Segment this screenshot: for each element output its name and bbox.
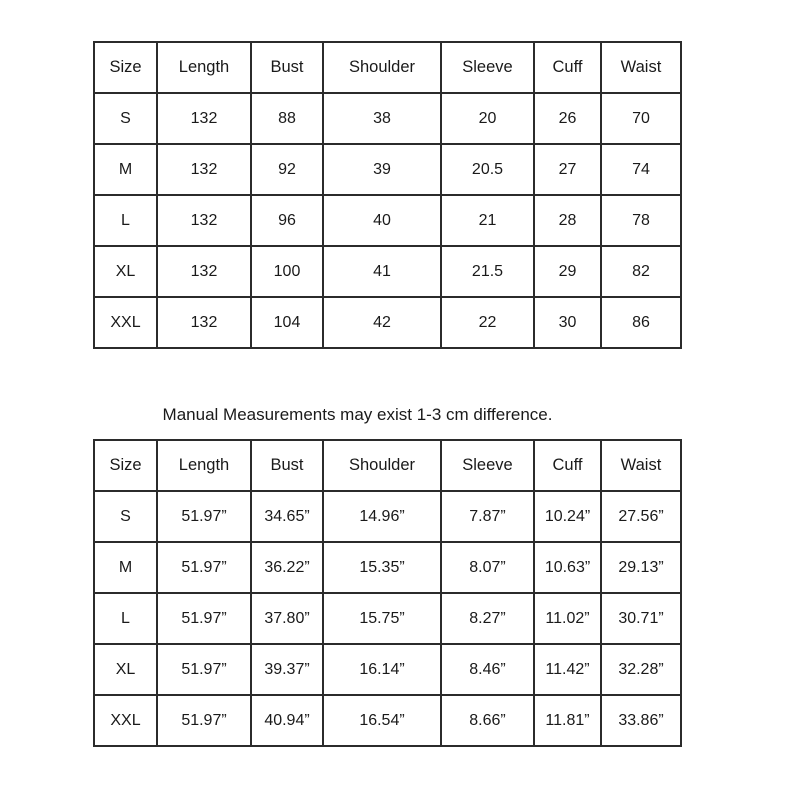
cell-shoulder: 14.96”: [323, 491, 441, 542]
table-row: [94, 593, 681, 644]
size-chart-table-cm: [93, 41, 682, 349]
cell-shoulder: 15.35”: [323, 542, 441, 593]
cell-length: 132: [157, 195, 251, 246]
cell-sleeve: 20: [441, 93, 534, 144]
cell-size: L: [94, 593, 157, 644]
cell-length: 132: [157, 93, 251, 144]
cell-waist: 82: [601, 246, 681, 297]
cell-shoulder: 39: [323, 144, 441, 195]
cell-bust: 104: [251, 297, 323, 348]
column-header-sleeve: Sleeve: [441, 42, 534, 93]
column-header-waist: Waist: [601, 42, 681, 93]
cell-cuff: 29: [534, 246, 601, 297]
table-row: [94, 93, 681, 144]
cell-bust: 36.22”: [251, 542, 323, 593]
cell-length: 51.97”: [157, 491, 251, 542]
table-row: [94, 644, 681, 695]
table-row: [94, 246, 681, 297]
column-header-length: Length: [157, 440, 251, 491]
cell-shoulder: 16.54”: [323, 695, 441, 746]
cell-cuff: 30: [534, 297, 601, 348]
cell-waist: 29.13”: [601, 542, 681, 593]
cell-length: 51.97”: [157, 644, 251, 695]
cell-cuff: 10.63”: [534, 542, 601, 593]
cell-size: S: [94, 93, 157, 144]
table-row: [94, 491, 681, 542]
cell-size: XL: [94, 644, 157, 695]
column-header-sleeve: Sleeve: [441, 440, 534, 491]
cell-size: XL: [94, 246, 157, 297]
cell-size: S: [94, 491, 157, 542]
cell-cuff: 11.42”: [534, 644, 601, 695]
cell-sleeve: 20.5: [441, 144, 534, 195]
cell-sleeve: 8.27”: [441, 593, 534, 644]
cell-sleeve: 22: [441, 297, 534, 348]
cell-length: 132: [157, 144, 251, 195]
cell-waist: 78: [601, 195, 681, 246]
table-row: [94, 195, 681, 246]
column-header-cuff: Cuff: [534, 42, 601, 93]
cell-sleeve: 8.66”: [441, 695, 534, 746]
column-header-waist: Waist: [601, 440, 681, 491]
cell-cuff: 26: [534, 93, 601, 144]
column-header-cuff: Cuff: [534, 440, 601, 491]
cell-length: 132: [157, 246, 251, 297]
cell-sleeve: 8.07”: [441, 542, 534, 593]
cell-size: XXL: [94, 297, 157, 348]
cell-bust: 40.94”: [251, 695, 323, 746]
cell-size: M: [94, 542, 157, 593]
cell-bust: 92: [251, 144, 323, 195]
cell-bust: 88: [251, 93, 323, 144]
cell-sleeve: 8.46”: [441, 644, 534, 695]
table-header-row: [94, 42, 681, 93]
cell-cuff: 10.24”: [534, 491, 601, 542]
cell-waist: 27.56”: [601, 491, 681, 542]
column-header-shoulder: Shoulder: [323, 440, 441, 491]
table-row: [94, 542, 681, 593]
cell-shoulder: 40: [323, 195, 441, 246]
table-row: [94, 144, 681, 195]
cell-length: 51.97”: [157, 593, 251, 644]
cell-length: 51.97”: [157, 695, 251, 746]
cell-bust: 39.37”: [251, 644, 323, 695]
cell-waist: 86: [601, 297, 681, 348]
table-row: [94, 695, 681, 746]
cell-cuff: 11.02”: [534, 593, 601, 644]
cell-waist: 30.71”: [601, 593, 681, 644]
table-header-row: [94, 440, 681, 491]
cell-sleeve: 21: [441, 195, 534, 246]
cell-sleeve: 21.5: [441, 246, 534, 297]
cell-size: L: [94, 195, 157, 246]
cell-waist: 74: [601, 144, 681, 195]
cell-shoulder: 41: [323, 246, 441, 297]
table-row: [94, 297, 681, 348]
cell-bust: 34.65”: [251, 491, 323, 542]
cell-shoulder: 15.75”: [323, 593, 441, 644]
cell-shoulder: 38: [323, 93, 441, 144]
cell-bust: 100: [251, 246, 323, 297]
cell-bust: 37.80”: [251, 593, 323, 644]
column-header-bust: Bust: [251, 440, 323, 491]
cell-waist: 32.28”: [601, 644, 681, 695]
column-header-size: Size: [94, 440, 157, 491]
cell-cuff: 11.81”: [534, 695, 601, 746]
cell-size: M: [94, 144, 157, 195]
column-header-size: Size: [94, 42, 157, 93]
cell-cuff: 27: [534, 144, 601, 195]
cell-bust: 96: [251, 195, 323, 246]
cell-sleeve: 7.87”: [441, 491, 534, 542]
cell-size: XXL: [94, 695, 157, 746]
column-header-bust: Bust: [251, 42, 323, 93]
column-header-shoulder: Shoulder: [323, 42, 441, 93]
cell-waist: 33.86”: [601, 695, 681, 746]
cell-length: 132: [157, 297, 251, 348]
cell-shoulder: 16.14”: [323, 644, 441, 695]
cell-waist: 70: [601, 93, 681, 144]
column-header-length: Length: [157, 42, 251, 93]
cell-cuff: 28: [534, 195, 601, 246]
measurement-disclaimer: Manual Measurements may exist 1-3 cm difference.: [162, 405, 553, 424]
size-chart-table-inch: [93, 439, 682, 747]
cell-shoulder: 42: [323, 297, 441, 348]
cell-length: 51.97”: [157, 542, 251, 593]
